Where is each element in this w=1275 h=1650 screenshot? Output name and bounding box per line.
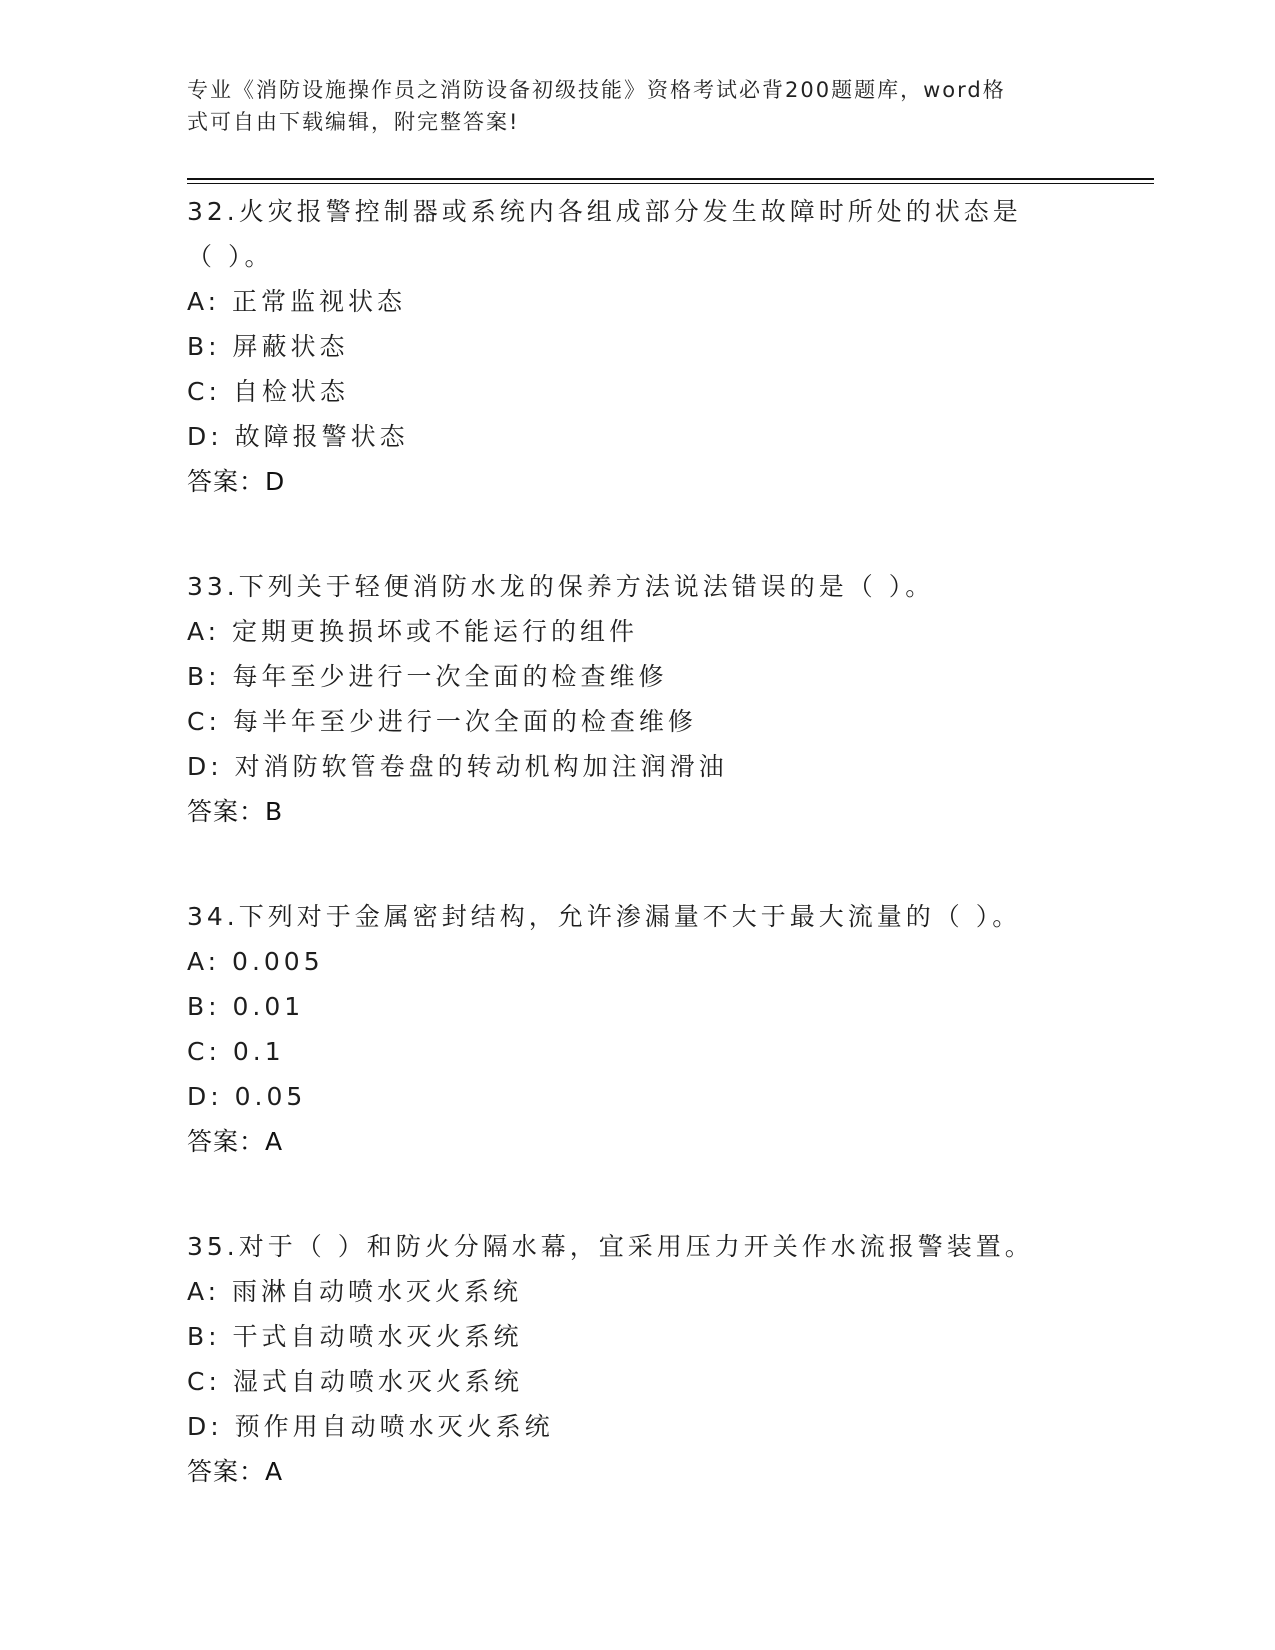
option-key: A: bbox=[187, 617, 221, 646]
option-c bbox=[187, 1029, 1147, 1074]
option-b bbox=[187, 984, 1147, 1029]
question-34 bbox=[187, 894, 1147, 1165]
option-text: 湿式自动喷水灭火系统 bbox=[232, 1367, 523, 1396]
option-key: A: bbox=[187, 1277, 221, 1306]
question-33 bbox=[187, 564, 1147, 835]
option-text: 干式自动喷水灭火系统 bbox=[232, 1322, 523, 1351]
option-text: 0.1 bbox=[232, 1037, 285, 1066]
option-b bbox=[187, 1314, 1147, 1359]
option-d bbox=[187, 744, 1147, 789]
option-key: C: bbox=[187, 707, 221, 736]
option-text: 正常监视状态 bbox=[232, 287, 407, 316]
option-key: D: bbox=[187, 752, 223, 781]
option-text: 每半年至少进行一次全面的检查维修 bbox=[232, 707, 697, 736]
option-c bbox=[187, 699, 1147, 744]
option-text: 预作用自动喷水灭火系统 bbox=[234, 1412, 554, 1441]
question-35 bbox=[187, 1224, 1147, 1495]
option-text: 0.005 bbox=[232, 947, 324, 976]
option-text: 对消防软管卷盘的转动机构加注润滑油 bbox=[234, 752, 728, 781]
option-key: D: bbox=[187, 1082, 223, 1111]
question-32 bbox=[187, 189, 1147, 505]
option-d bbox=[187, 414, 1147, 459]
option-b bbox=[187, 654, 1147, 699]
answer-line: 答案：B bbox=[187, 797, 284, 826]
header-divider-thin bbox=[187, 183, 1154, 184]
question-stem: 34.下列对于金属密封结构，允许渗漏量不大于最大流量的（ ）。 bbox=[187, 902, 1022, 931]
option-a bbox=[187, 609, 1147, 654]
option-c bbox=[187, 1359, 1147, 1404]
option-key: B: bbox=[187, 332, 221, 361]
answer-line: 答案：D bbox=[187, 467, 286, 496]
option-key: C: bbox=[187, 1367, 221, 1396]
option-d bbox=[187, 1074, 1147, 1119]
header-divider-thick bbox=[187, 178, 1154, 180]
option-text: 每年至少进行一次全面的检查维修 bbox=[232, 662, 668, 691]
option-text: 0.05 bbox=[234, 1082, 307, 1111]
option-b bbox=[187, 324, 1147, 369]
option-a bbox=[187, 279, 1147, 324]
option-text: 自检状态 bbox=[232, 377, 349, 406]
header-intro-line-2: 式可自由下载编辑，附完整答案! bbox=[187, 110, 520, 134]
header-intro-line-1: 专业《消防设施操作员之消防设备初级技能》资格考试必背200题题库，word格 bbox=[187, 78, 1006, 102]
option-key: C: bbox=[187, 1037, 221, 1066]
option-a bbox=[187, 939, 1147, 984]
option-key: D: bbox=[187, 422, 223, 451]
question-stem: 32.火灾报警控制器或系统内各组成部分发生故障时所处的状态是（ ）。 bbox=[187, 197, 1022, 271]
question-list bbox=[187, 189, 1147, 1495]
question-stem: 33.下列关于轻便消防水龙的保养方法说法错误的是（ ）。 bbox=[187, 572, 935, 601]
option-text: 0.01 bbox=[232, 992, 305, 1021]
question-stem: 35.对于（ ）和防火分隔水幕，宜采用压力开关作水流报警装置。 bbox=[187, 1232, 1034, 1261]
option-text: 定期更换损坏或不能运行的组件 bbox=[232, 617, 639, 646]
option-text: 屏蔽状态 bbox=[232, 332, 349, 361]
option-d bbox=[187, 1404, 1147, 1449]
option-text: 故障报警状态 bbox=[234, 422, 409, 451]
option-key: B: bbox=[187, 992, 221, 1021]
option-key: B: bbox=[187, 662, 221, 691]
option-c bbox=[187, 369, 1147, 414]
answer-line: 答案：A bbox=[187, 1127, 284, 1156]
option-key: D: bbox=[187, 1412, 223, 1441]
option-text: 雨淋自动喷水灭火系统 bbox=[232, 1277, 523, 1306]
option-key: A: bbox=[187, 287, 221, 316]
answer-line: 答案：A bbox=[187, 1457, 284, 1486]
option-key: B: bbox=[187, 1322, 221, 1351]
document-header bbox=[187, 74, 1067, 138]
option-key: A: bbox=[187, 947, 221, 976]
option-a bbox=[187, 1269, 1147, 1314]
option-key: C: bbox=[187, 377, 221, 406]
